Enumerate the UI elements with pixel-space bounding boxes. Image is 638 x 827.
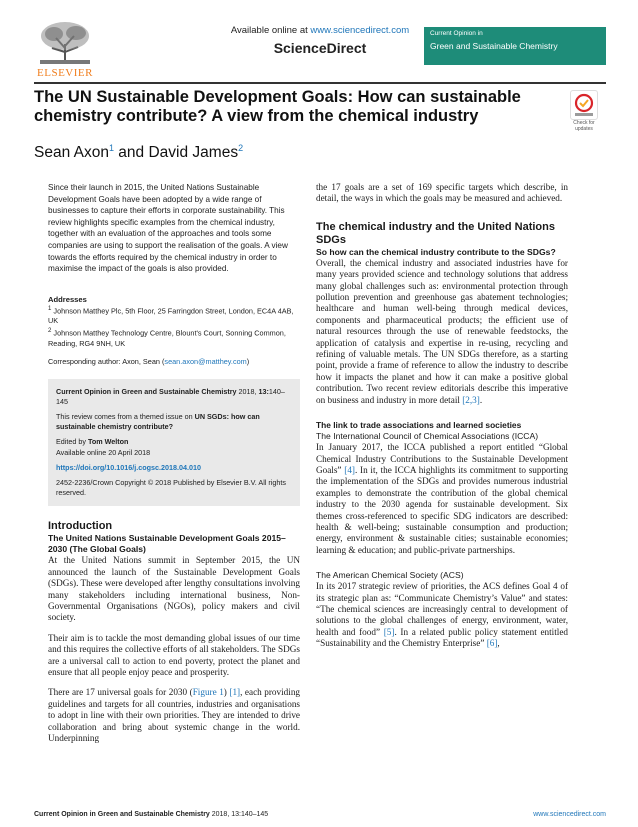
- reference-link[interactable]: [5]: [383, 626, 395, 637]
- icca-paragraph: In January 2017, the ICCA published a report entitled “Global Chemical Industry Contributions to the Sustainable Development Goals” [4]. In it, the ICCA highlights its commitment to supporting the implementation of the SDGs and provides numerous industrial examples to demonstrate the contribution of the global chemical industry to the 2030 agenda for sustainable development. Six themes cross-referenced to specific SDG indicators are described: health & well-being; sustainable consumption and production; energy, environment & sustainable cities; sustainable economies; learning & education; and public-private partnerships.: [316, 442, 569, 555]
- acs-paragraph: In its 2017 strategic review of priorities, the ACS defines Goal 4 of its strategic plan as: “Communicate Chemistry’s Value” and states: “The chemical sciences are increasingly central to development of solutions to the global challenges of energy, environment, water, health and food” [5]. In a related public policy statement entitled “Sustainability and the Chemistry Enterprise” [6],: [316, 581, 568, 649]
- author-name[interactable]: Sean Axon: [34, 144, 109, 162]
- author-email-link[interactable]: sean.axon@matthey.com: [164, 356, 247, 366]
- intro-paragraph-2: Their aim is to tackle the most demanding global issues of our time and this requires the collective efforts of all stakeholders. The SDGs are a universal call to action to end poverty, protect the planet and ensure that all people enjoy peace and prosperity.: [48, 632, 300, 678]
- themed-issue-line: This review comes from a themed issue on UN SGDs: how can sustainable chemistry contribute?: [56, 412, 260, 432]
- footer-volume: 2018, 13:140–145: [209, 811, 269, 818]
- footer-site-link[interactable]: www.sciencedirect.com: [533, 811, 606, 818]
- author-name[interactable]: David James: [148, 144, 239, 162]
- available-online-line: Available online at www.sciencedirect.com: [230, 25, 410, 36]
- journal-banner-line1: Current Opinion in: [430, 30, 483, 37]
- copyright-line: 2452-2236/Crown Copyright © 2018 Published by Elsevier B.V. All rights reserved.: [56, 478, 286, 498]
- intro-paragraph-3: There are 17 universal goals for 2030 (Figure 1) [1], each providing guidelines and targets for all countries, industries and organisations to adopt in line with their own priorities. They are intended to drive collaboration and bring about systemic change in the world. Underpinning: [48, 687, 301, 744]
- trade-associations-heading: The link to trade associations and learned societies: [316, 420, 522, 431]
- available-date: Available online 20 April 2018: [56, 447, 151, 457]
- corresponding-author: Corresponding author: Axon, Sean (sean.axon@matthey.com): [48, 356, 250, 366]
- article-title: The UN Sustainable Development Goals: How can sustainable chemistry contribute? A view from the chemical industry: [34, 88, 521, 125]
- chemical-industry-heading: The chemical industry and the United Nations SDGs: [316, 220, 555, 246]
- sciencedirect-link[interactable]: www.sciencedirect.com: [310, 25, 410, 36]
- check-for-updates-icon[interactable]: [570, 90, 598, 120]
- reference-link[interactable]: [6]: [486, 638, 498, 649]
- address-2: $^2$ Johnson Matthey Technology Centre, Blount's Court, Sonning Common, Reading, RG4 9NH, UK: [48, 327, 286, 348]
- journal-banner-line2: Green and Sustainable Chemistry: [430, 41, 558, 51]
- industry-paragraph: Overall, the chemical industry and associated industries have for many years provided science and technology solutions that address many global challenges such as: environmental protection through pollution prevention and greenhouse gas abatement technologies; healthcare and human well-being through medical devices, components and pharmaceutical products; the efficient use of natural resources through the use of renewable feedstocks, the application of catalysis and expertise in re-using, recycling and refining of valuable metals. The UN SDGs therefore, as a starting point, provide a frame of reference to allow the industry to describe how it impacts the planet and how it can make a positive global contribution. Two recent review editorials describe this imperative on business and industry in more detail [2,3].: [316, 257, 568, 405]
- right-column: [316, 182, 568, 650]
- addresses-heading: Addresses: [48, 294, 87, 304]
- contribution-subheading: So how can the chemical industry contribute to the SDGs?: [316, 246, 556, 257]
- article-info-box: [48, 379, 300, 507]
- editor-line: Edited by Tom Welton: [56, 437, 129, 447]
- reference-link[interactable]: [2,3]: [462, 394, 480, 405]
- affiliation-marker[interactable]: 2: [238, 143, 244, 153]
- reference-link[interactable]: [4]: [344, 464, 355, 475]
- figure-link[interactable]: Figure 1: [192, 687, 224, 698]
- article-authors: Sean Axon$^1$ and David James$^2$: [34, 143, 244, 162]
- affiliation-marker[interactable]: 1: [108, 143, 114, 153]
- journal-banner[interactable]: [424, 27, 606, 65]
- header-divider: [34, 82, 606, 84]
- doi-link[interactable]: https://doi.org/10.1016/j.cogsc.2018.04.010: [56, 462, 202, 472]
- check-for-updates-label: Check for updates: [573, 120, 595, 132]
- left-column: [48, 182, 300, 745]
- acs-heading: The American Chemical Society (ACS): [316, 570, 464, 581]
- footer-journal: Current Opinion in Green and Sustainable Chemistry: [34, 811, 210, 818]
- address-1: $^1$ Johnson Matthey Plc, 5th Floor, 25 Farringdon Street, London, EC4A 4AB, UK: [48, 304, 294, 326]
- citation-line: Current Opinion in Green and Sustainable Chemistry 2018, 13:140–145: [56, 386, 285, 406]
- page-header: [0, 0, 638, 80]
- icca-heading: The International Council of Chemical Associations (ICCA): [316, 431, 539, 442]
- goals-paragraph: the 17 goals are a set of 169 specific targets which describe, in detail, the ways in which the goals may be measured and achieved.: [316, 182, 568, 204]
- reference-link[interactable]: [1]: [229, 687, 241, 698]
- intro-paragraph-1: At the United Nations summit in September 2015, the UN announced the launch of the Sustainable Development Goals (SDGs). These were developed after lengthy consultations involving many stakeholders including international business, Non-Governmental Organisations (NGOs), policy makers and civil society.: [48, 555, 300, 623]
- publisher-name: ELSEVIER: [37, 67, 93, 79]
- introduction-heading: Introduction: [48, 520, 113, 533]
- abstract: Since their launch in 2015, the United Nations Sustainable Development Goals have been adopted by a wide range of businesses to capture their efforts in corporate sustainability. This review highlights specific examples from the chemical industry, together with an evaluation of the approaches and tools some companies are using to support the realisation of the goals. A view towards the efforts required by the chemical industry in order to maximise the impact of the goals is also provided.: [48, 183, 288, 274]
- page-footer: [34, 811, 606, 818]
- platform-name: ScienceDirect: [273, 40, 367, 56]
- introduction-subheading: The United Nations Sustainable Development Goals 2015–2030 (The Global Goals): [48, 533, 286, 555]
